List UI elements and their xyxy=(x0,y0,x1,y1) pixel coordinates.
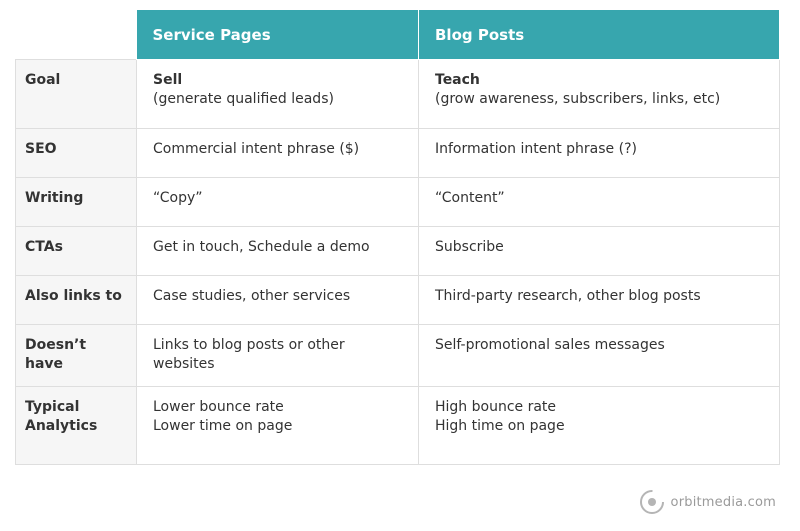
row-label-typical-analytics xyxy=(16,387,137,465)
cell-service-also-links-to: Case studies, other services xyxy=(137,276,419,325)
row-label-line: Analytics xyxy=(25,418,98,434)
cell-service-doesnt-have: Links to blog posts or other websites xyxy=(137,325,419,387)
cell-blog-doesnt-have: Self-promotional sales messages xyxy=(419,325,780,387)
cell-service-typical-analytics xyxy=(137,387,419,465)
table-row xyxy=(16,227,780,276)
cell-line: Lower bounce rate xyxy=(153,399,284,415)
comparison-table xyxy=(15,10,780,465)
table-row xyxy=(16,325,780,387)
column-header-service-pages: Service Pages xyxy=(137,10,419,60)
header-corner xyxy=(16,10,137,60)
cell-main-text: Teach xyxy=(435,72,480,88)
table-row xyxy=(16,276,780,325)
cell-service-ctas: Get in touch, Schedule a demo xyxy=(137,227,419,276)
cell-blog-goal xyxy=(419,60,780,129)
row-label-seo: SEO xyxy=(16,129,137,178)
cell-line: High time on page xyxy=(435,418,565,434)
logo-text: orbitmedia.com xyxy=(670,494,776,510)
cell-sub-text: (generate qualified leads) xyxy=(153,91,334,107)
cell-service-seo: Commercial intent phrase ($) xyxy=(137,129,419,178)
cell-service-writing: “Copy” xyxy=(137,178,419,227)
cell-sub-text: (grow awareness, subscribers, links, etc) xyxy=(435,91,721,107)
table-row xyxy=(16,387,780,465)
cell-blog-also-links-to: Third-party research, other blog posts xyxy=(419,276,780,325)
table-row xyxy=(16,60,780,129)
cell-service-goal xyxy=(137,60,419,129)
row-label-goal: Goal xyxy=(16,60,137,129)
header-row xyxy=(16,10,780,60)
row-label-also-links-to: Also links to xyxy=(16,276,137,325)
row-label-doesnt-have: Doesn’t have xyxy=(16,325,137,387)
cell-main-text: Sell xyxy=(153,72,183,88)
row-label-writing: Writing xyxy=(16,178,137,227)
column-header-blog-posts: Blog Posts xyxy=(419,10,780,60)
orbit-media-logo xyxy=(639,489,776,515)
orbit-logo-icon xyxy=(639,489,665,515)
cell-blog-typical-analytics xyxy=(419,387,780,465)
cell-line: High bounce rate xyxy=(435,399,557,415)
row-label-line: Typical xyxy=(25,399,80,415)
cell-blog-ctas: Subscribe xyxy=(419,227,780,276)
comparison-table-wrapper xyxy=(15,10,780,465)
table-row xyxy=(16,129,780,178)
row-label-ctas: CTAs xyxy=(16,227,137,276)
cell-blog-seo: Information intent phrase (?) xyxy=(419,129,780,178)
cell-blog-writing: “Content” xyxy=(419,178,780,227)
cell-line: Lower time on page xyxy=(153,418,293,434)
table-row xyxy=(16,178,780,227)
